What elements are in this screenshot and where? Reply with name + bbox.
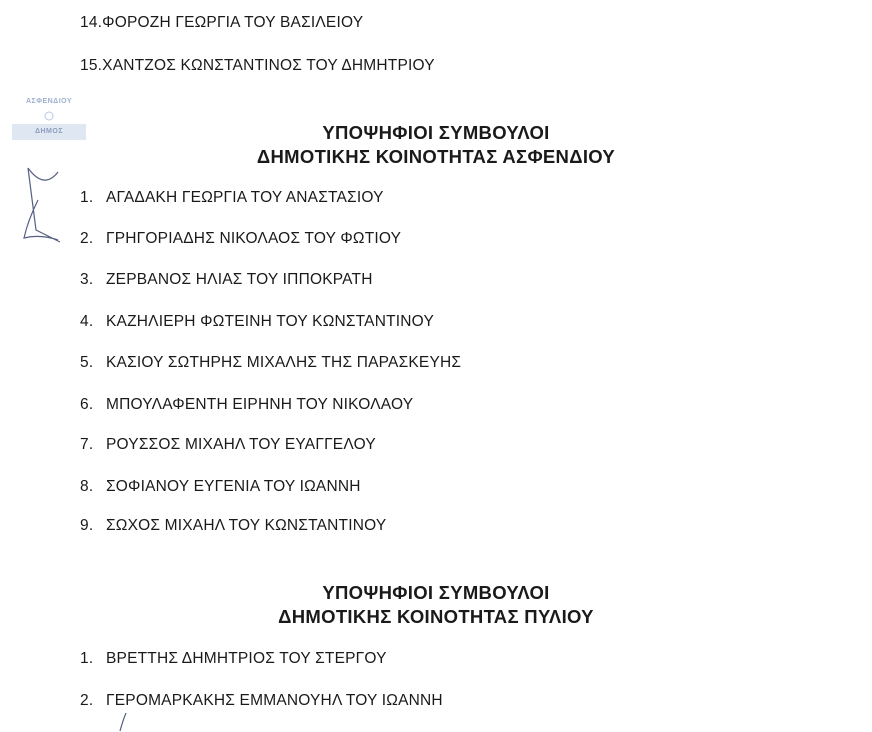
list-item xyxy=(80,395,413,415)
item-number: 2. xyxy=(80,230,94,247)
stamp-text: ΑΣΦΕΝΔΙΟΥ xyxy=(25,98,73,105)
item-number: 15. xyxy=(80,57,103,74)
item-number: 8. xyxy=(80,478,94,495)
list-item xyxy=(80,56,435,76)
heading-line: ΥΠΟΨΗΦΙΟΙ ΣΥΜΒΟΥΛΟΙ xyxy=(322,122,550,143)
item-name: ΦΟΡΟΖΗ ΓΕΩΡΓΙΑ ΤΟΥ ΒΑΣΙΛΕΙΟΥ xyxy=(102,14,364,31)
item-name: ΚΑΣΙΟΥ ΣΩΤΗΡΗΣ ΜΙΧΑΛΗΣ ΤΗΣ ΠΑΡΑΣΚΕΥΗΣ xyxy=(106,354,462,371)
list-item xyxy=(80,691,443,711)
item-number: 4. xyxy=(80,313,94,330)
item-number: 14. xyxy=(80,14,103,31)
pen-mark xyxy=(116,712,130,732)
item-name: ΜΠΟΥΛΑΦΕΝΤΗ ΕΙΡΗΝΗ ΤΟΥ ΝΙΚΟΛΑΟΥ xyxy=(106,396,414,413)
stamp-text: ΔΗΜΟΣ xyxy=(34,128,64,135)
item-number: 2. xyxy=(80,692,94,709)
item-number: 1. xyxy=(80,650,94,667)
item-name: ΖΕΡΒΑΝΟΣ ΗΛΙΑΣ ΤΟΥ ΙΠΠΟΚΡΑΤΗ xyxy=(106,271,373,288)
item-number: 9. xyxy=(80,517,94,534)
item-number: 1. xyxy=(80,189,94,206)
item-name: ΓΡΗΓΟΡΙΑΔΗΣ ΝΙΚΟΛΑΟΣ ΤΟΥ ΦΩΤΙΟΥ xyxy=(106,230,402,247)
heading-line: ΔΗΜΟΤΙΚΗΣ ΚΟΙΝΟΤΗΤΑΣ ΠΥΛΙΟΥ xyxy=(278,606,594,627)
item-name: ΓΕΡΟΜΑΡΚΑΚΗΣ ΕΜΜΑΝΟΥΗΛ ΤΟΥ ΙΩΑΝΝΗ xyxy=(106,692,443,709)
item-name: ΧΑΝΤΖΟΣ ΚΩΝΣΤΑΝΤΙΝΟΣ ΤΟΥ ΔΗΜΗΤΡΙΟΥ xyxy=(102,57,435,74)
item-number: 5. xyxy=(80,354,94,371)
list-item xyxy=(80,229,401,249)
item-number: 6. xyxy=(80,396,94,413)
heading-line: ΥΠΟΨΗΦΙΟΙ ΣΥΜΒΟΥΛΟΙ xyxy=(322,582,550,603)
item-name: ΣΟΦΙΑΝΟΥ ΕΥΓΕΝΙΑ ΤΟΥ ΙΩΑΝΝΗ xyxy=(106,478,361,495)
section-heading-pyliou xyxy=(0,581,872,629)
list-item xyxy=(80,649,387,669)
item-name: ΚΑΖΗΛΙΕΡΗ ΦΩΤΕΙΝΗ ΤΟΥ ΚΩΝΣΤΑΝΤΙΝΟΥ xyxy=(106,313,434,330)
item-number: 3. xyxy=(80,271,94,288)
list-item xyxy=(80,516,386,536)
signature-mark xyxy=(18,160,68,250)
list-item xyxy=(80,188,384,208)
list-item xyxy=(80,477,361,497)
list-item xyxy=(80,435,376,455)
item-name: ΡΟΥΣΣΟΣ ΜΙΧΑΗΛ ΤΟΥ ΕΥΑΓΓΕΛΟΥ xyxy=(106,436,376,453)
list-item xyxy=(80,312,434,332)
list-item xyxy=(80,270,373,290)
section-heading-asfendiou xyxy=(0,121,872,169)
item-number: 7. xyxy=(80,436,94,453)
item-name: ΣΩΧΟΣ ΜΙΧΑΗΛ ΤΟΥ ΚΩΝΣΤΑΝΤΙΝΟΥ xyxy=(106,517,387,534)
item-name: ΒΡΕΤΤΗΣ ΔΗΜΗΤΡΙΟΣ ΤΟΥ ΣΤΕΡΓΟΥ xyxy=(106,650,387,667)
list-item xyxy=(80,13,363,33)
list-item xyxy=(80,353,461,373)
heading-line: ΔΗΜΟΤΙΚΗΣ ΚΟΙΝΟΤΗΤΑΣ ΑΣΦΕΝΔΙΟΥ xyxy=(256,146,616,167)
item-name: ΑΓΑΔΑΚΗ ΓΕΩΡΓΙΑ ΤΟΥ ΑΝΑΣΤΑΣΙΟΥ xyxy=(106,189,384,206)
